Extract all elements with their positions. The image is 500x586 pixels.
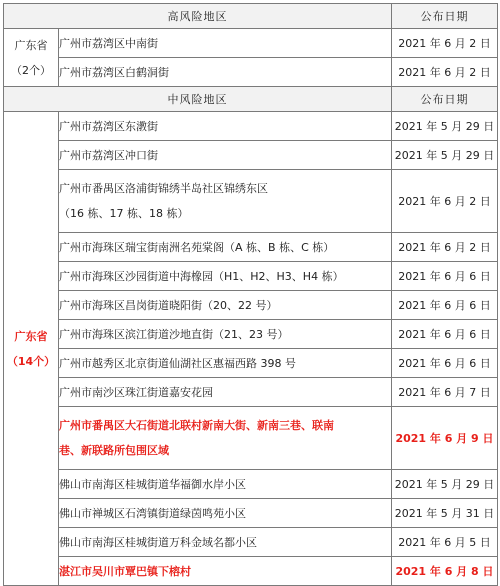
area-cell: 广州市海珠区瑞宝街南洲名苑棠阁（A 栋、B 栋、C 栋） — [59, 233, 392, 262]
province-name: 广东省 — [14, 38, 48, 52]
table-row — [4, 378, 498, 407]
date-cell: 2021 年 6 月 2 日 — [392, 58, 498, 87]
high-risk-header: 高风险地区 — [4, 4, 392, 29]
date-cell: 2021 年 6 月 6 日 — [392, 262, 498, 291]
date-cell: 2021 年 6 月 7 日 — [392, 378, 498, 407]
date-cell: 2021 年 6 月 6 日 — [392, 291, 498, 320]
date-cell: 2021 年 6 月 8 日 — [392, 557, 498, 586]
area-cell: 佛山市南海区桂城街道华福御水岸小区 — [59, 470, 392, 499]
area-cell — [59, 407, 392, 470]
table-row — [4, 233, 498, 262]
date-cell: 2021 年 5 月 29 日 — [392, 112, 498, 141]
high-risk-province-cell — [4, 29, 59, 87]
province-name: 广东省 — [14, 329, 48, 343]
table-row — [4, 499, 498, 528]
province-count: （2个） — [11, 63, 51, 77]
area-cell: 广州市荔湾区中南街 — [59, 29, 392, 58]
date-cell: 2021 年 5 月 29 日 — [392, 141, 498, 170]
date-cell: 2021 年 6 月 9 日 — [392, 407, 498, 470]
area-cell: 佛山市南海区桂城街道万科金域名都小区 — [59, 528, 392, 557]
medium-risk-header: 中风险地区 — [4, 87, 392, 112]
date-cell: 2021 年 6 月 2 日 — [392, 29, 498, 58]
area-cell: 广州市越秀区北京街道仙湖社区惠福西路 398 号 — [59, 349, 392, 378]
date-cell: 2021 年 6 月 6 日 — [392, 320, 498, 349]
high-risk-date-header: 公布日期 — [392, 4, 498, 29]
medium-risk-province-cell — [4, 112, 59, 586]
area-cell: 佛山市禅城区石湾镇街道绿茵鸣苑小区 — [59, 499, 392, 528]
area-line: 巷、新联路所包围区域 — [59, 444, 169, 457]
date-cell: 2021 年 6 月 6 日 — [392, 349, 498, 378]
table-row — [4, 349, 498, 378]
table-row — [4, 58, 498, 87]
table-row-highlight — [4, 557, 498, 586]
table-row — [4, 470, 498, 499]
table-row — [4, 262, 498, 291]
table-row — [4, 528, 498, 557]
date-cell: 2021 年 5 月 29 日 — [392, 470, 498, 499]
area-cell: 广州市海珠区沙园街道中海橡园（H1、H2、H3、H4 栋） — [59, 262, 392, 291]
date-cell: 2021 年 6 月 2 日 — [392, 233, 498, 262]
area-cell: 广州市海珠区昌岗街道晓阳街（20、22 号） — [59, 291, 392, 320]
table-row-highlight — [4, 407, 498, 470]
table-row — [4, 320, 498, 349]
table-row — [4, 170, 498, 233]
high-risk-header-row — [4, 4, 498, 29]
area-cell: 湛江市吴川市覃巴镇下榕村 — [59, 557, 392, 586]
medium-risk-header-row — [4, 87, 498, 112]
area-cell: 广州市荔湾区冲口街 — [59, 141, 392, 170]
area-line: 广州市番禺区大石街道北联村新南大街、新南三巷、联南 — [59, 419, 334, 432]
date-cell: 2021 年 6 月 2 日 — [392, 170, 498, 233]
table-row — [4, 291, 498, 320]
risk-areas-table — [3, 3, 498, 586]
area-cell: 广州市南沙区珠江街道嘉安花园 — [59, 378, 392, 407]
area-cell — [59, 170, 392, 233]
table-row — [4, 141, 498, 170]
medium-risk-date-header: 公布日期 — [392, 87, 498, 112]
area-line: 广州市番禺区洛浦街锦绣半岛社区锦绣东区 — [59, 182, 268, 195]
area-line: （16 栋、17 栋、18 栋） — [59, 207, 189, 220]
date-cell: 2021 年 6 月 5 日 — [392, 528, 498, 557]
province-count: （14个） — [6, 354, 56, 368]
table-row — [4, 29, 498, 58]
table-row — [4, 112, 498, 141]
area-cell: 广州市荔湾区东漖街 — [59, 112, 392, 141]
date-cell: 2021 年 5 月 31 日 — [392, 499, 498, 528]
area-cell: 广州市海珠区滨江街道沙地直街（21、23 号） — [59, 320, 392, 349]
area-cell: 广州市荔湾区白鹤洞街 — [59, 58, 392, 87]
